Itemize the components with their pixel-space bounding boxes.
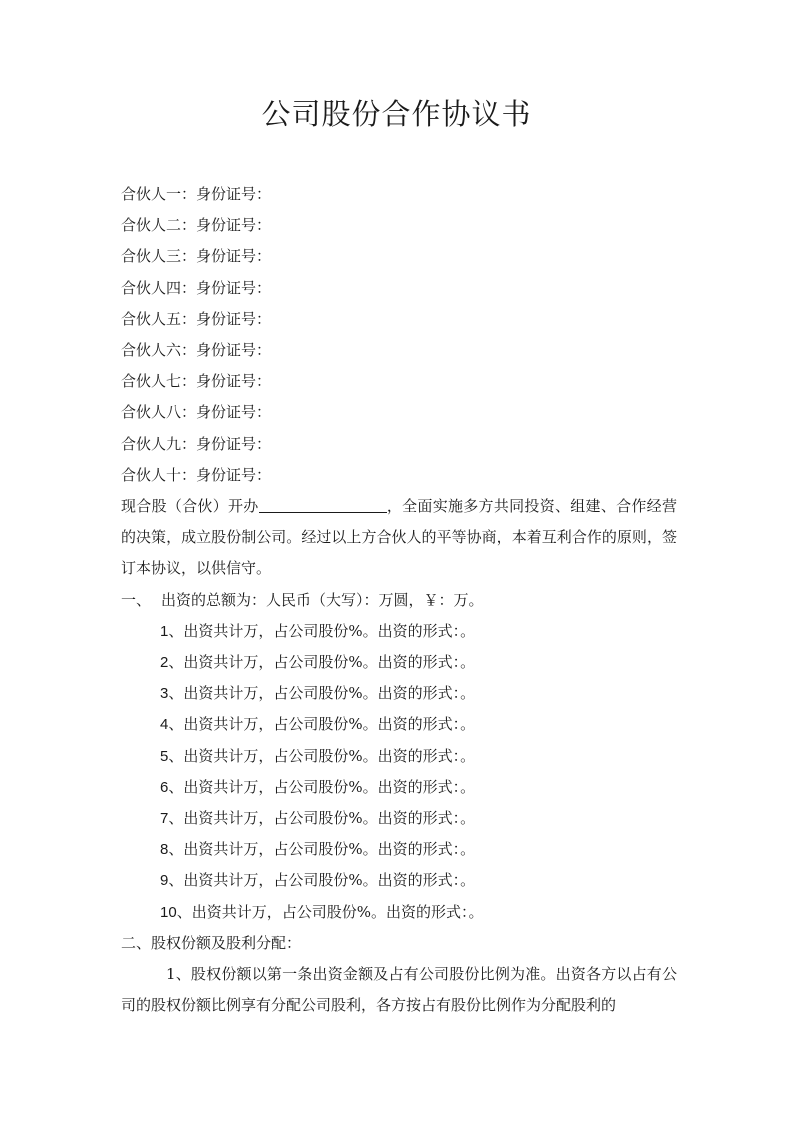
company-name-blank[interactable] (259, 496, 387, 513)
intro-text-start: 现合股（合伙）开办 (121, 497, 259, 516)
intro-text-end: ，全面实施多方共同投资、组建、合作经营的决策，成立股份制公司。经过以上方合伙人的平等协商，本着互利合作的原则，签订本协议，以供信守。 (121, 497, 677, 578)
item-text: 、出资共计万，占公司股份%。出资的形式：。 (168, 621, 476, 640)
contribution-item (121, 803, 677, 834)
contribution-item (121, 897, 677, 928)
partner-line: 合伙人七：身份证号： (121, 372, 272, 391)
item-text: 、出资共计万，占公司股份%。出资的形式：。 (168, 746, 476, 765)
contribution-list (121, 616, 677, 928)
item-text: 、出资共计万，占公司股份%。出资的形式：。 (168, 809, 476, 828)
item-number: 5 (160, 747, 169, 765)
item-text: 、出资共计万，占公司股份%。出资的形式：。 (168, 684, 476, 703)
item-number: 1 (160, 622, 169, 640)
partner-line: 合伙人三：身份证号： (121, 247, 272, 266)
partner-line: 合伙人九：身份证号： (121, 434, 272, 453)
contribution-item (121, 772, 677, 803)
partner-line: 合伙人四：身份证号： (121, 278, 272, 297)
item-number: 10 (160, 903, 177, 921)
item-number: 3 (160, 685, 169, 703)
item-text: 、出资共计万，占公司股份%。出资的形式：。 (176, 902, 484, 921)
partner-line: 合伙人二：身份证号： (121, 216, 272, 235)
partner-line: 合伙人六：身份证号： (121, 341, 272, 360)
section-1-number: 一、 (121, 590, 152, 609)
section-1-heading (121, 585, 677, 616)
contribution-item (121, 865, 677, 896)
item-text: 、出资共计万，占公司股份%。出资的形式：。 (168, 715, 476, 734)
item-text: 、出资共计万，占公司股份%。出资的形式：。 (168, 840, 476, 859)
contribution-item (121, 616, 677, 647)
partner-line: 合伙人八：身份证号： (121, 403, 272, 422)
partner-line: 合伙人十：身份证号： (121, 465, 272, 484)
partner-list (121, 179, 677, 491)
intro-paragraph (121, 491, 677, 585)
contribution-item (121, 647, 677, 678)
section-2-heading: 二、股权份额及股利分配： (121, 933, 302, 952)
partner-line: 合伙人一：身份证号： (121, 185, 272, 203)
item-number: 4 (160, 716, 169, 734)
contribution-item (121, 741, 677, 772)
contribution-item (121, 678, 677, 709)
item-number: 9 (160, 872, 169, 890)
contribution-item (121, 709, 677, 740)
item-number: 8 (160, 841, 169, 859)
document-body (121, 179, 677, 1021)
document-title: 公司股份合作协议书 (261, 97, 532, 131)
item-number: 6 (160, 778, 169, 796)
section-1-heading-text: 出资的总额为：人民币（大写）：万圆，￥：万。 (161, 590, 484, 609)
item-text: 、出资共计万，占公司股份%。出资的形式：。 (168, 871, 476, 890)
item-number: 7 (160, 810, 169, 828)
section-2-paragraph: 1、股权份额以第一条出资金额及占有公司股份比例为准。出资各方以占有公司的股权份额比例享有分配公司股利，各方按占有股份比例作为分配股利的 (121, 965, 677, 1015)
contribution-item (121, 834, 677, 865)
item-text: 、出资共计万，占公司股份%。出资的形式：。 (168, 653, 476, 672)
partner-line: 合伙人五：身份证号： (121, 309, 272, 328)
item-number: 2 (160, 654, 169, 672)
item-text: 、出资共计万，占公司股份%。出资的形式：。 (168, 777, 476, 796)
